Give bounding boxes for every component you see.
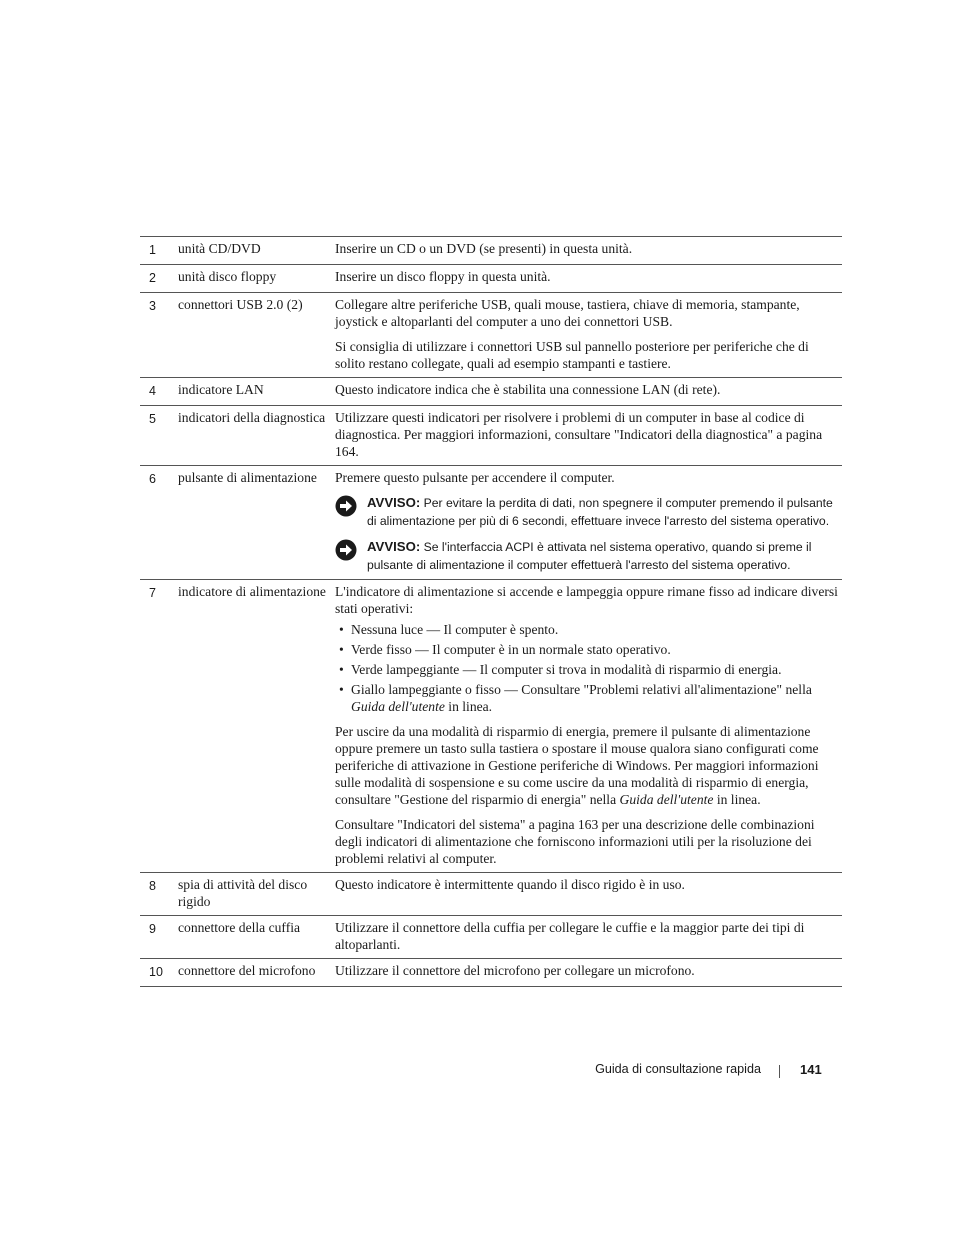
notice-body: Se l'interfaccia ACPI è attivata nel sistema operativo, quando si preme il pulsante di alimentazione il computer effettuerà l'arresto del sistema operativo. [367, 540, 812, 572]
description-text [335, 723, 838, 808]
table-row [140, 378, 842, 406]
component-name: indicatore LAN [178, 382, 264, 397]
notice-text [367, 494, 838, 530]
component-description [335, 583, 842, 867]
notice-box [335, 538, 838, 574]
page-number: 141 [800, 1062, 822, 1077]
description-text: Consultare "Indicatori del sistema" a pagina 163 per una descrizione delle combinazioni degli indicatori di alimentazione che forniscono informazioni utili per la risoluzione dei problemi relativi al computer. [335, 817, 815, 866]
component-description [335, 409, 842, 460]
description-part: in linea. [713, 792, 761, 807]
notice-text [367, 538, 838, 574]
description-part: Per uscire da una modalità di risparmio di energia, premere il pulsante di alimentazione oppure premere un tasto sulla tastiera o spostare il mouse qualora siano configurati come periferiche di attivazione in Gestione periferiche di Windows. Per maggiori informazioni sulle modalità di sospensione e su come uscire da una modalità di risparmio di energia, consultare "Gestione del risparmio di energia" nella [335, 724, 819, 807]
row-number: 10 [149, 965, 163, 979]
list-item: • Verde lampeggiante — Il computer si trova in modalità di risparmio di energia. [335, 661, 838, 678]
description-text: L'indicatore di alimentazione si accende e lampeggia oppure rimane fisso ad indicare diversi stati operativi: [335, 584, 838, 616]
table-row [140, 237, 842, 265]
list-item: • Nessuna luce — Il computer è spento. [335, 621, 838, 638]
row-number: 8 [149, 879, 156, 893]
notice-label: AVVISO: [367, 539, 421, 554]
guide-reference: Guida dell'utente [351, 699, 445, 714]
table-row [140, 293, 842, 378]
table-row [140, 406, 842, 466]
component-description [335, 876, 842, 910]
description-text: Inserire un CD o un DVD (se presenti) in questa unità. [335, 241, 633, 256]
list-item: • Verde fisso — Il computer è in un normale stato operativo. [335, 641, 838, 658]
notice-box [335, 494, 838, 530]
row-number: 3 [149, 299, 156, 313]
notice-label: AVVISO: [367, 495, 421, 510]
list-item-text: Giallo lampeggiante o fisso — Consultare "Problemi relativi all'alimentazione" nella [351, 682, 812, 697]
component-description [335, 381, 842, 400]
description-text: Si consiglia di utilizzare i connettori USB sul pannello posteriore per periferiche che di solito restano collegate, quali ad esempio stampanti e tastiere. [335, 339, 809, 371]
description-text: Collegare altre periferiche USB, quali mouse, tastiera, chiave di memoria, stampante, joystick e altoparlanti del computer a uno dei connettori USB. [335, 297, 800, 329]
row-number: 5 [149, 412, 156, 426]
list-item-text: in linea. [444, 699, 493, 714]
guide-reference: Guida dell'utente [619, 792, 714, 807]
component-description [335, 962, 842, 981]
components-table [140, 236, 842, 987]
row-number: 1 [149, 243, 156, 257]
description-text: Premere questo pulsante per accendere il computer. [335, 470, 615, 485]
component-name: connettori USB 2.0 (2) [178, 297, 303, 312]
row-number: 2 [149, 271, 156, 285]
table-row [140, 265, 842, 293]
notice-icon [335, 538, 367, 574]
status-list [335, 621, 838, 715]
description-text: Utilizzare il connettore della cuffia per collegare le cuffie e la maggior parte dei tipi di altoparlanti. [335, 920, 805, 952]
component-name: connettore della cuffia [178, 920, 301, 935]
table-row [140, 959, 842, 987]
component-name: spia di attività del disco rigido [178, 877, 308, 909]
component-name: indicatori della diagnostica [178, 410, 326, 425]
description-text: Utilizzare questi indicatori per risolvere i problemi di un computer in base al codice di diagnostica. Per maggiori informazioni, consultare "Indicatori della diagnostica" a pagina 164. [335, 410, 823, 459]
component-name: unità CD/DVD [178, 241, 261, 256]
component-name: unità disco floppy [178, 269, 277, 284]
component-name: connettore del microfono [178, 963, 316, 978]
footer-divider [779, 1065, 780, 1078]
row-number: 4 [149, 384, 156, 398]
row-number: 9 [149, 922, 156, 936]
notice-body: Per evitare la perdita di dati, non spegnere il computer premendo il pulsante di alimentazione per più di 6 secondi, effettuare invece l'arresto del sistema operativo. [367, 496, 833, 528]
row-number: 7 [149, 586, 156, 600]
table-row [140, 466, 842, 580]
row-number: 6 [149, 472, 156, 486]
component-name: pulsante di alimentazione [178, 470, 317, 485]
component-description [335, 268, 842, 287]
description-text: Questo indicatore indica che è stabilita una connessione LAN (di rete). [335, 382, 721, 397]
list-item [335, 681, 838, 715]
footer-title: Guida di consultazione rapida [595, 1062, 761, 1076]
table-row [140, 580, 842, 873]
table-row [140, 916, 842, 959]
component-description [335, 469, 842, 574]
component-description [335, 240, 842, 259]
description-text: Inserire un disco floppy in questa unità. [335, 269, 551, 284]
description-text: Questo indicatore è intermittente quando il disco rigido è in uso. [335, 877, 685, 892]
notice-icon [335, 494, 367, 530]
page-footer [0, 1062, 954, 1080]
table-row [140, 873, 842, 916]
description-text: Utilizzare il connettore del microfono per collegare un microfono. [335, 963, 695, 978]
component-name: indicatore di alimentazione [178, 584, 326, 599]
component-description [335, 919, 842, 953]
component-description [335, 296, 842, 372]
